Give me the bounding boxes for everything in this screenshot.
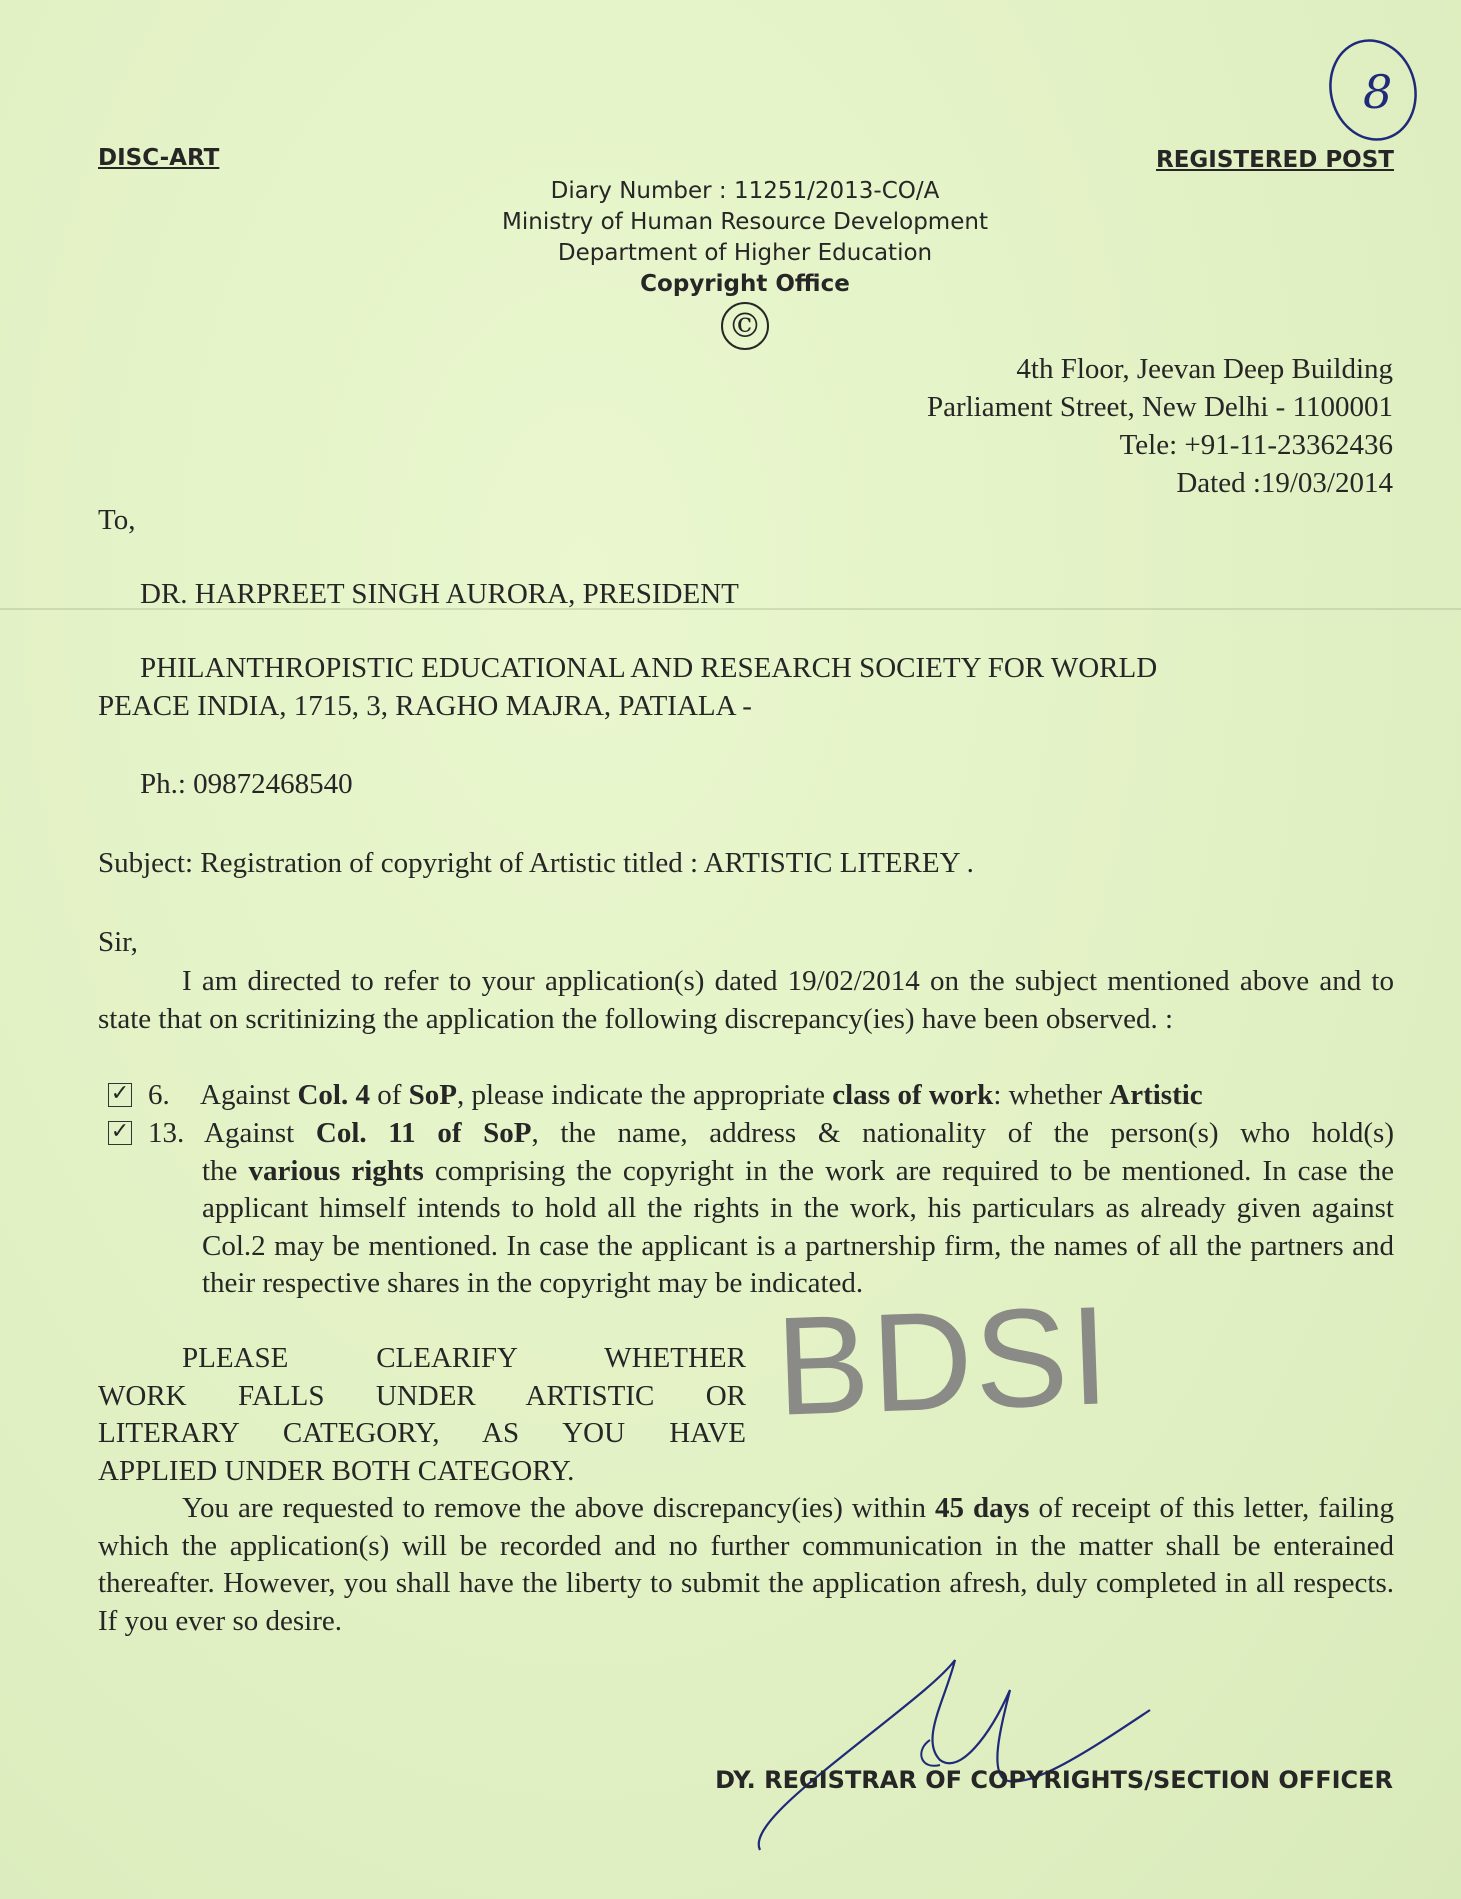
checkbox-icon: ✓ — [108, 1083, 132, 1107]
org-line1: PHILANTHROPISTIC EDUCATIONAL AND RESEARCH SOCIETY FOR WORLD — [140, 652, 1158, 684]
item-number: 6. — [148, 1079, 170, 1111]
office-address — [927, 350, 1393, 502]
page-number-text: 8 — [1363, 65, 1393, 119]
department-name: Department of Higher Education — [557, 240, 933, 266]
closing-paragraph: You are requested to remove the above discrepancy(ies) within 45 days of receipt of this letter, failing which the application(s) will be recorded and no further communication in the matter shall be enterained thereafter. However, you shall have the liberty to submit the application afresh, duly completed in all respects. If you ever so desire. — [98, 1492, 1395, 1637]
checkbox-icon: ✓ — [108, 1121, 132, 1145]
item-text-first: Against Col. 11 of SoP, the name, address & nationality of the person(s) who hold(s) — [204, 1117, 1394, 1149]
registered-post-tag: REGISTERED POST — [1155, 147, 1394, 173]
signature — [740, 1640, 1160, 1860]
telephone: Tele: +91-11-23362436 — [1119, 429, 1393, 461]
subject-line: Subject: Registration of copyright of Artistic titled : ARTISTIC LITEREY . — [98, 847, 974, 879]
handwritten-page-number — [1311, 28, 1431, 148]
item-text-rest: the various rights comprising the copyright in the work are required to be mentioned. In case the applicant himself intends to hold all the rights in the work, his particulars as already given against Col.2 may be mentioned. In case the applicant is a partnership firm, the names of all the partners and their respective shares in the copyright may be indicated. — [202, 1154, 1394, 1299]
office-name: Copyright Office — [640, 271, 850, 297]
intro-text: I am directed to refer to your application(s) dated 19/02/2014 on the subject mentioned above and to state that on scritinizing the application the following discrepancy(ies) have been observed. : — [98, 965, 1394, 1035]
clarify-line1: PLEASE CLEARIFY WHETHER — [182, 1342, 746, 1374]
signatory-title: DY. REGISTRAR OF COPYRIGHTS/SECTION OFFICER — [715, 1766, 1393, 1794]
copyright-icon: © — [721, 302, 769, 350]
ministry-name: Ministry of Human Resource Development — [502, 209, 988, 235]
letter-date: Dated :19/03/2014 — [1176, 467, 1393, 499]
bdsi-stamp: BDSI — [773, 1276, 1114, 1445]
salutation: Sir, — [98, 926, 138, 958]
intro-paragraph — [98, 963, 1394, 1038]
disc-art-tag: DISC-ART — [98, 145, 220, 171]
item-number: 13. — [148, 1117, 185, 1149]
recipient-organization — [98, 650, 1398, 725]
clarify-paragraph — [98, 1340, 746, 1490]
clarify-line3: LITERARY CATEGORY, AS YOU HAVE — [98, 1417, 746, 1449]
to-label: To, — [98, 504, 136, 536]
recipient-phone: Ph.: 09872468540 — [140, 768, 353, 800]
diary-number: Diary Number : 11251/2013-CO/A — [550, 178, 940, 204]
clarify-line2: WORK FALLS UNDER ARTISTIC OR — [98, 1379, 746, 1412]
address-line2: Parliament Street, New Delhi - 1100001 — [926, 391, 1393, 423]
office-header — [380, 176, 1110, 350]
clarify-line4: APPLIED UNDER BOTH CATEGORY. — [98, 1454, 575, 1487]
org-line2: PEACE INDIA, 1715, 3, RAGHO MAJRA, PATIALA - — [98, 689, 752, 722]
recipient-name: DR. HARPREET SINGH AURORA, PRESIDENT — [140, 578, 739, 610]
item-text: Against Col. 4 of SoP, please indicate the appropriate class of work: whether Artistic — [200, 1079, 1203, 1111]
address-line1: 4th Floor, Jeevan Deep Building — [1016, 353, 1393, 385]
